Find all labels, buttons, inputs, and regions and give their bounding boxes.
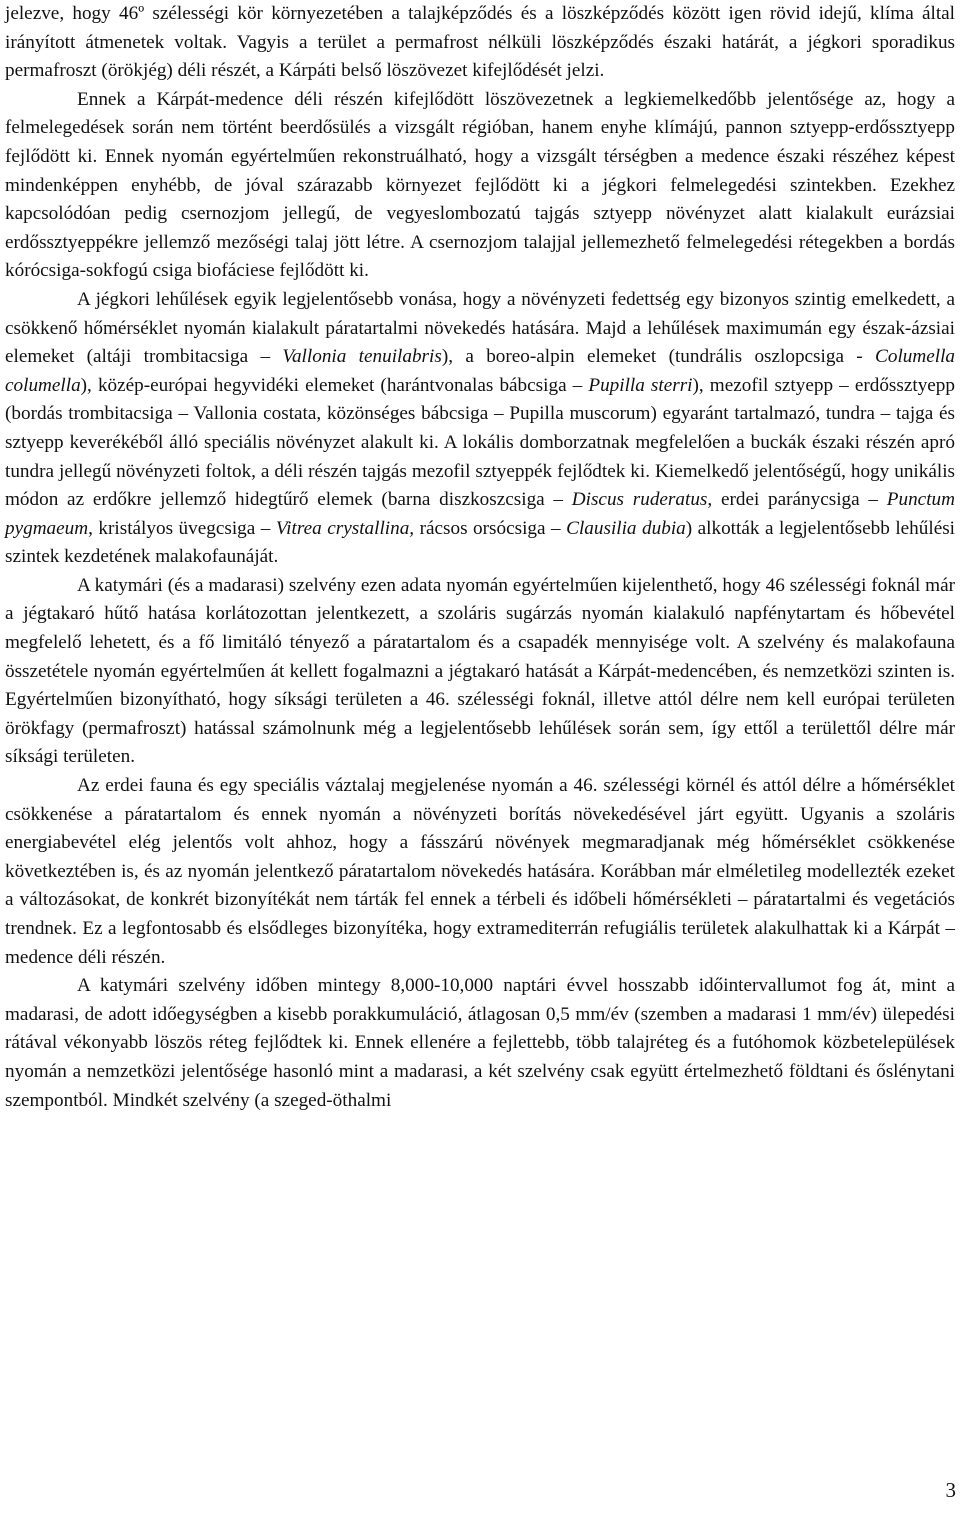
text-run: ) alkották a legjelentősebb lehűlési szintek kezdetének malakofaunáját.	[5, 517, 956, 568]
text-run: jelezve, hogy 46º szélességi kör környezetében a talajképződés és a löszképződés között igen rövid idejű, klíma által irányított átmenetek voltak. Vagyis a terület a permafrost nélküli löszképződés északi határát, a jégkori sporadikus permafroszt (örökjég) déli részét, a Kárpáti belső löszövezet kifejlődését jelzi.	[5, 3, 955, 82]
paragraph-4	[5, 572, 955, 772]
text-run: Ennek a Kárpát-medence déli részén kifejlődött löszövezetnek a legkiemelkedőbb jelentősége az, hogy a felmelegedések során nem történt beerdősülés a vizsgált régióban, hanem enyhe klímájú, pannon sztyepp-erdőssztyepp fejlődött ki. Ennek nyomán egyértelműen rekonstruálható, hogy a vizsgált térségben a medence északi részéhez képest mindenképpen enyhébb, de jóval szárazabb környezet fejlődött ki a jégkori felmelegedési szintekben. Ezekhez kapcsolódóan pedig csernozjom jellegű, de vegyeslombozatú tajgás sztyepp növényzet alatt kialakult eurázsiai erdőssztyeppékre jellemző mezőségi talaj jött létre. A csernozjom talajjal jellemezhető felmelegedési rétegekben a bordás kórócsiga-sokfogú csiga biofáciese fejlődött ki.	[5, 88, 955, 282]
text-run: , erdei paránycsiga –	[707, 489, 887, 511]
text-run: Az erdei fauna és egy speciális váztalaj megjelenése nyomán a 46. szélességi körnél és attól délre a hőmérséklet csökkenése a páratartalom és ennek nyomán a növényzeti borítás növekedésével járt együtt. Ugyanis a szoláris energiabevétel elég jelentős volt ahhoz, hogy a fásszárú növények megmaradjanak még hőmérséklet csökkenése következtében is, és az nyomán jelentkező páratartalom növekedés hatására. Korábban már elméletileg modellezték ezeket a változásokat, de konkrét bizonyítékát nem tárták fel ennek a térbeli és időbeli hőmérsékleti – páratartalmi és vegetációs trendnek. Ez a legfontosabb és elsődleges bizonyítéka, hogy extramediterrán refugiális területek alakulhattak ki a Kárpát – medence déli részén.	[5, 775, 955, 968]
page-number: 3	[945, 1478, 956, 1502]
paragraph-1	[5, 0, 955, 86]
species-name: Pupilla sterri	[588, 374, 693, 396]
text-run: , kristályos üvegcsiga –	[88, 517, 276, 539]
text-run: rácsos orsócsiga –	[414, 517, 567, 539]
text-run: A katymári (és a madarasi) szelvény ezen adata nyomán egyértelműen kijelenthető, hogy 46 szélességi foknál már a jégtakaró hűtő hatása korlátozottan jelentkezett, a szoláris sugárzás nyomán kialakuló napfénytartam és hőbevétel megfelelő lehetett, és a fő limitáló tényező a páratartalom és a csapadék mennyisége volt. A szelvény és malakofauna összetétele nyomán egyértelműen át kellett fogalmazni a jégtakaró hatását a Kárpát-medencében, és nemzetközi szinten is. Egyértelműen bizonyítható, hogy síksági területen a 46. szélességi foknál, illetve attól délre nem kell európai területen örökfagy (permafroszt) hatással számolnunk még a legjelentősebb lehűlések során sem, így ettől a területtől délre már síksági területen.	[5, 574, 955, 768]
text-run: ), mezofil sztyepp – erdőssztyepp (bordás trombitacsiga – Vallonia costata, közönséges bábcsiga – Pupilla muscorum) egyaránt tartalmazó, tundra – tajga és sztyepp keverékéből álló speciális növényzet alakult ki. A lokális domborzatnak megfelelően a buckák északi részén apró tundra jellegű növényzeti foltok, a déli részén tajgás mezofil sztyeppék fejlődtek ki. Kiemelkedő jelentőségű, hogy unikális módon az erdőkre jellemző hidegtűrő elemek (barna diszkoszcsiga –	[5, 374, 955, 511]
text-run: A jégkori lehűlések egyik legjelentősebb vonása, hogy a növényzeti fedettség egy bizonyos szintig emelkedett, a csökkenő hőmérséklet nyomán kialakult páratartalmi növekedés hatására. Majd a lehűlések maximumán egy észak-ázsiai elemeket (altáji trombitacsiga –	[5, 288, 955, 368]
paragraph-3	[5, 286, 955, 572]
text-run: ), a boreo-alpin elemeket (tundrális oszlopcsiga -	[441, 346, 876, 368]
species-name: Vallonia tenuilabris	[282, 346, 442, 368]
text-run: ), közép-európai hegyvidéki elemeket (harántvonalas bábcsiga –	[80, 374, 589, 396]
species-name: Discus ruderatus	[571, 489, 708, 511]
species-name: Vitrea crystallina,	[275, 517, 415, 539]
paragraph-2	[5, 86, 955, 286]
document-body	[5, 0, 955, 1115]
paragraph-6	[5, 972, 955, 1115]
species-name: Punctum pygmaeum	[5, 489, 955, 539]
species-name: Clausilia dubia	[566, 517, 686, 539]
text-run: A katymári szelvény időben mintegy 8,000-10,000 naptári évvel hosszabb időintervallumot fog át, mint a madarasi, de adott időegységben a kisebb porakkumuláció, átlagosan 0,5 mm/év (szemben a madarasi 1 mm/év) ülepedési rátával vékonyabb löszös réteg fejlődtek ki. Ennek ellenére a fejlettebb, több talajréteg és a futóhomok közbetelepülések nyomán a nemzetközi jelentősége hasonló mint a madarasi, a két szelvény csak együtt értelmezhető földtani és őslénytani szempontból. Mindkét szelvény (a szeged-öthalmi	[5, 975, 955, 1111]
species-name: Columella columella	[5, 346, 955, 396]
paragraph-5	[5, 772, 955, 972]
